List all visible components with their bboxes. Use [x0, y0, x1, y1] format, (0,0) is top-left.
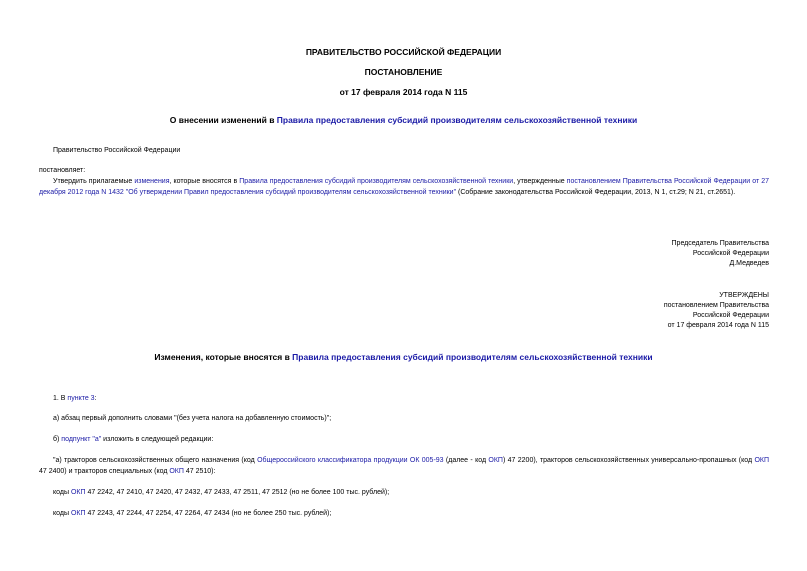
body-text-2: , которые вносятся в: [169, 178, 240, 185]
subject-prefix: О внесении изменений в: [169, 115, 277, 125]
item-b: [53, 434, 213, 445]
body-paragraph: [39, 176, 769, 198]
intro-government: Правительство Российской Федерации: [53, 147, 181, 154]
okp-link-3[interactable]: ОКП: [169, 468, 184, 475]
approved-line-3: Российской Федерации: [692, 312, 769, 319]
item-b-suffix: изложить в следующей редакции:: [101, 436, 214, 443]
approved-line-1: УТВЕРЖДЕНЫ: [719, 292, 769, 299]
changes-title: [0, 352, 807, 362]
quote-text-4: 47 2400) и тракторов специальных (код: [39, 468, 170, 475]
okp-link-1[interactable]: ОКП: [488, 457, 503, 464]
intro-decree-word: постановляет:: [39, 167, 86, 174]
rules-link[interactable]: Правила предоставления субсидий производителям сельскохозяйственной техники: [239, 178, 514, 185]
approved-line-2: постановлением Правительства: [663, 302, 769, 309]
signature-line-2: Российской Федерации: [692, 250, 769, 257]
item-1-prefix: 1. В: [53, 395, 68, 402]
codes-1-text: 47 2242, 47 2410, 47 2420, 47 2432, 47 2433, 47 2511, 47 2512 (но не более 100 тыс. рублей);: [85, 489, 390, 496]
item-b-prefix: б): [53, 436, 62, 443]
document-date-number: от 17 февраля 2014 года N 115: [339, 87, 468, 97]
changes-title-prefix: Изменения, которые вносятся в: [154, 352, 293, 362]
paragraph-3-link[interactable]: пункте 3: [67, 395, 95, 402]
quoted-paragraph: [39, 455, 769, 477]
codes-1-prefix: коды: [53, 489, 71, 496]
codes-line-1: [53, 487, 389, 498]
quote-text-2: (далее - код: [443, 457, 489, 464]
okp-classifier-link[interactable]: Общероссийского классификатора продукции ОК 005-93: [257, 457, 444, 464]
codes-1-okp-link[interactable]: ОКП: [70, 489, 86, 496]
signature-line-1: Председатель Правительства: [671, 240, 769, 247]
codes-line-2: [53, 508, 331, 519]
body-text-4: (Собрание законодательства Российской Федерации, 2013, N 1, ст.29; N 21, ст.2651).: [456, 189, 736, 196]
government-heading: ПРАВИТЕЛЬСТВО РОССИЙСКОЙ ФЕДЕРАЦИИ: [305, 47, 502, 57]
quote-text-3: ) 47 2200), тракторов сельскохозяйственных универсально-пропашных (код: [502, 457, 755, 464]
document-type-heading: ПОСТАНОВЛЕНИЕ: [364, 67, 443, 77]
approved-block: [664, 291, 769, 331]
codes-2-prefix: коды: [53, 510, 71, 517]
item-a: а) абзац первый дополнить словами "(без учета налога на добавленную стоимость)";: [53, 415, 332, 422]
item-1: [53, 393, 97, 404]
quote-text-5: 47 2510):: [183, 468, 216, 475]
approved-line-4: от 17 февраля 2014 года N 115: [667, 322, 769, 329]
subparagraph-a-link[interactable]: подпункт "а": [61, 436, 102, 443]
codes-2-okp-link[interactable]: ОКП: [70, 510, 86, 517]
signature-block: [672, 239, 769, 269]
codes-2-text: 47 2243, 47 2244, 47 2254, 47 2264, 47 2434 (но не более 250 тыс. рублей);: [85, 510, 332, 517]
changes-title-rules-link[interactable]: Правила предоставления субсидий производителям сельскохозяйственной техники: [292, 352, 653, 362]
changes-link[interactable]: изменения: [134, 178, 170, 185]
resolution-1432-link[interactable]: постановлением Правительства Российской Федерации от 27 декабря 2012 года N 1432 "Об утверждении Правил предоставления субсидий производителям сельскохозяйственной техники": [39, 178, 769, 196]
body-text-3: , утвержденные: [513, 178, 567, 185]
signature-line-3: Д.Медведев: [729, 260, 769, 267]
quote-text-1: "а) тракторов сельскохозяйственных общего назначения (код: [53, 457, 258, 464]
item-1-suffix: :: [94, 395, 97, 402]
body-text-1: Утвердить прилагаемые: [53, 178, 135, 185]
document-subject: [0, 115, 807, 125]
okp-link-2[interactable]: ОКП: [754, 457, 770, 464]
subject-rules-link[interactable]: Правила предоставления субсидий производителям сельскохозяйственной техники: [276, 115, 638, 125]
